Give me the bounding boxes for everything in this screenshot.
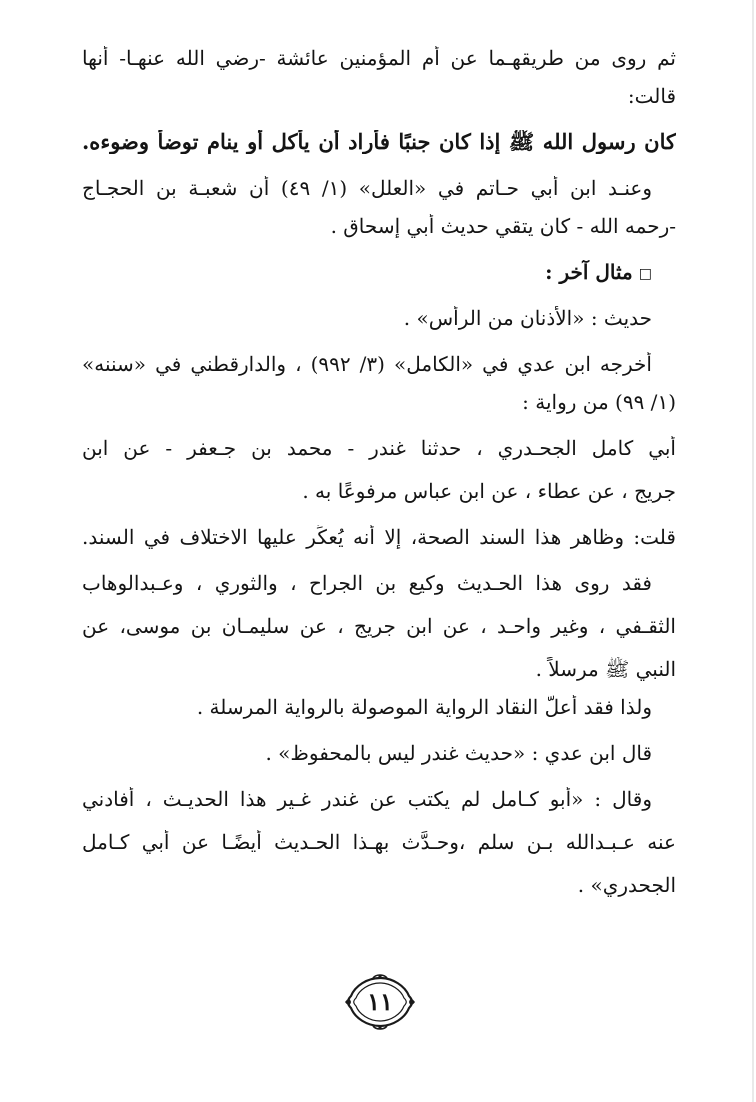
square-bullet-icon: □ <box>638 266 652 282</box>
text-line: الجحدري» . <box>577 873 676 897</box>
text-line: قال ابن عدي : «حديث غندر ليس بالمحفوظ» . <box>265 741 652 765</box>
text-line: جريج ، عن عطاء ، عن ابن عباس مرفوعًا به . <box>302 479 676 503</box>
page-edge-shadow <box>752 0 754 1102</box>
text-line: ثم روى من طريقهـما عن أم المؤمنين عائشة -رضي الله عنهـا- أنها <box>82 46 676 70</box>
text-line: وعنـد ابن أبي حـاتم في «العلل» (١/ ٤٩) أن شعبـة بن الحجـاج <box>82 176 652 200</box>
text-line: ولذا فقد أعلَّ النقاد الرواية الموصولة بالرواية المرسلة . <box>196 695 652 719</box>
text-line: قالت: <box>627 84 676 108</box>
text-line: فقد روى هذا الحـديث وكيع بن الجراح ، والثوري ، وعـبدالوهاب <box>82 571 652 595</box>
author-note: قلت: وظاهر هذا السند الصحة، إلا أنه يُعكِّر عليها الاختلاف في السند. <box>82 525 676 549</box>
document-page <box>82 46 676 897</box>
text-line: (١/ ٩٩) من رواية : <box>522 390 676 414</box>
text-line: أخرجه ابن عدي في «الكامل» (٣/ ٩٩٢) ، والدارقطني في «سننه» <box>82 352 652 376</box>
text-line: أبي كامل الجحـدري ، حدثنا غندر - محمد بن جـعفر - عن ابن <box>82 436 676 460</box>
text-line: الثقـفي ، وغير واحـد ، عن ابن جريج ، عن سليمـان بن موسى، عن <box>82 614 676 638</box>
page-number-ornament <box>343 974 417 1030</box>
section-heading-label: مثال آخر : <box>545 260 633 284</box>
text-line: عنه عـبـدالله بـن سلم ،وحـدَّث بهـذا الحـديث أيضًـا عن أبي كـامل <box>82 830 676 854</box>
hadith-text: كان رسول الله ﷺ إذا كان جنبًا فأراد أن يأكل أو ينام توضأ وضوءه. <box>82 130 676 154</box>
section-heading <box>82 260 676 284</box>
text-line: -رحمه الله - كان يتقي حديث أبي إسحاق . <box>330 214 676 238</box>
text-line: النبي ﷺ مرسلاً . <box>535 657 676 681</box>
page-number: ١١ <box>367 987 393 1016</box>
text-line: وقال : «أبو كـامل لم يكتب عن غندر غـير هذا الحديـث ، أفادني <box>82 787 652 811</box>
hadith-title: حديث : «الأذنان من الرأس» . <box>403 306 652 330</box>
